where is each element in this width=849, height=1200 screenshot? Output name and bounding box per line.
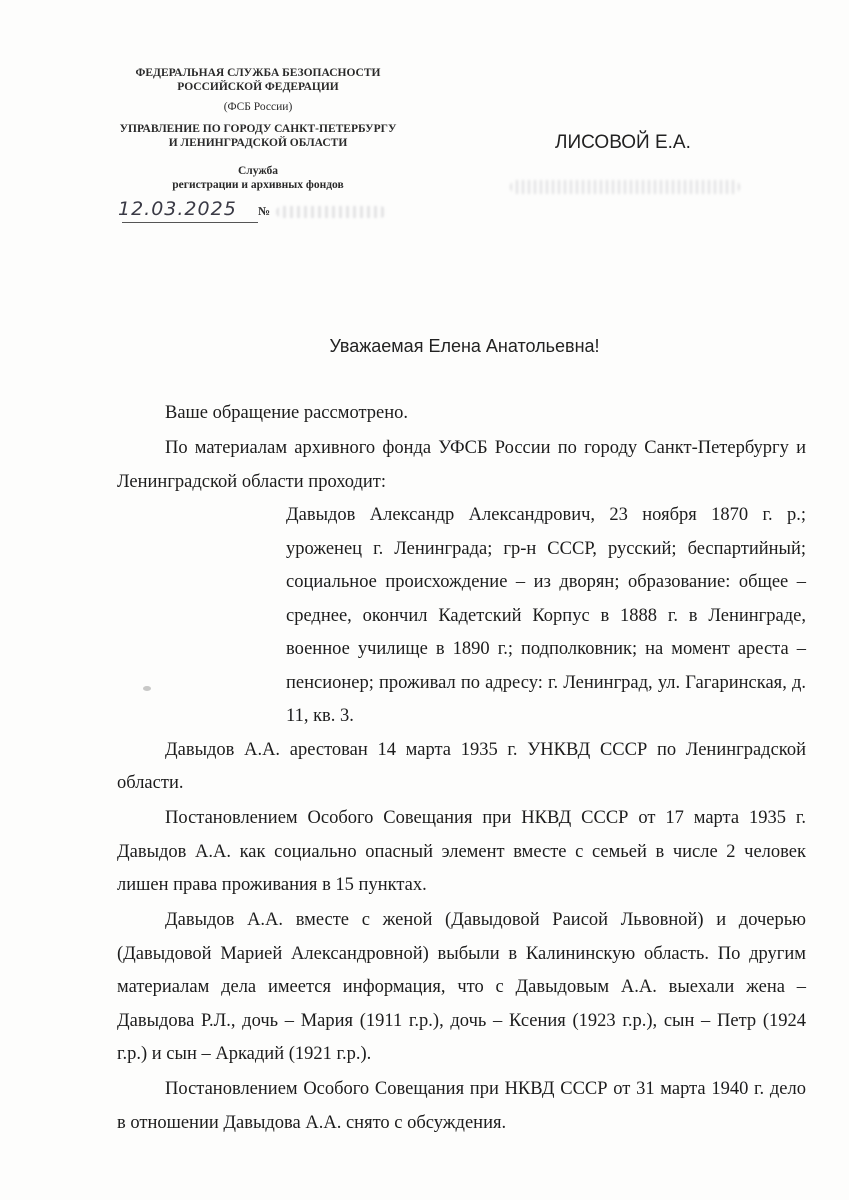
greeting: Уважаемая Елена Анатольевна! bbox=[329, 336, 600, 356]
letterhead-org-line1: ФЕДЕРАЛЬНАЯ СЛУЖБА БЕЗОПАСНОСТИ bbox=[135, 67, 381, 79]
letterhead bbox=[108, 66, 408, 192]
paragraph-resolution-1940: Постановлением Особого Совещания при НКВД СССР от 31 марта 1940 г. дело в отношении Давыдова А.А. снято с обсуждения. bbox=[117, 1079, 806, 1133]
paragraph-arrest: Давыдов А.А. арестован 14 марта 1935 г. УНКВД СССР по Ленинградской области. bbox=[117, 739, 806, 793]
paragraph-reviewed: Ваше обращение рассмотрено. bbox=[165, 403, 408, 423]
letterhead-org-line2: РОССИЙСКОЙ ФЕДЕРАЦИИ bbox=[177, 81, 339, 93]
letterhead-service-line2: регистрации и архивных фондов bbox=[172, 179, 344, 191]
handwritten-date: 12.03.2025 bbox=[118, 198, 237, 220]
number-label: № bbox=[258, 204, 271, 218]
redacted-number bbox=[276, 206, 386, 218]
letterhead-abbr: (ФСБ России) bbox=[223, 101, 293, 113]
date-number-line bbox=[118, 198, 418, 224]
recipient-name: ЛИСОВОЙ Е.А. bbox=[555, 132, 691, 153]
paragraph-family: Давыдов А.А. вместе с женой (Давыдовой Раисой Львовной) и дочерью (Давыдовой Марией Александровной) выбыли в Калининскую область. По другим материалам дела имеется информация, что с Давыдовым А.А. выехали жена – Давыдова Р.Л., дочь – Мария (1911 г.р.), дочь – Ксения (1923 г.р.), сын – Петр (1924 г.р.) и сын – Аркадий (1921 г.р.). bbox=[117, 910, 806, 1064]
letter-body bbox=[117, 397, 806, 1140]
date-underline bbox=[122, 222, 258, 223]
paragraph-resolution-1935: Постановлением Особого Совещания при НКВД СССР от 17 марта 1935 г. Давыдов А.А. как социально опасный элемент вместе с семьей в числе 2 человек лишен права проживания в 15 пунктах. bbox=[117, 808, 806, 895]
paragraph-person-details: Давыдов Александр Александрович, 23 ноября 1870 г. р.; уроженец г. Ленинграда; гр-н СССР, русский; беспартийный; социальное происхождение – из дворян; образование: общее – среднее, окончил Кадетский Корпус в 1888 г. в Ленинграде, военное училище в 1890 г.; подполковник; на момент ареста – пенсионер; проживал по адресу: г. Ленинград, ул. Гагаринская, д. 11, кв. 3. bbox=[286, 505, 806, 726]
paragraph-archive: По материалам архивного фонда УФСБ России по городу Санкт-Петербургу и Ленинградской области проходит: bbox=[117, 438, 806, 492]
letterhead-service-line1: Служба bbox=[237, 165, 279, 177]
letterhead-dept-line1: УПРАВЛЕНИЕ ПО ГОРОДУ САНКТ-ПЕТЕРБУРГУ bbox=[119, 123, 397, 135]
letterhead-dept-line2: И ЛЕНИНГРАДСКОЙ ОБЛАСТИ bbox=[168, 137, 348, 149]
redacted-address bbox=[510, 180, 740, 194]
paper-speck bbox=[143, 686, 151, 691]
